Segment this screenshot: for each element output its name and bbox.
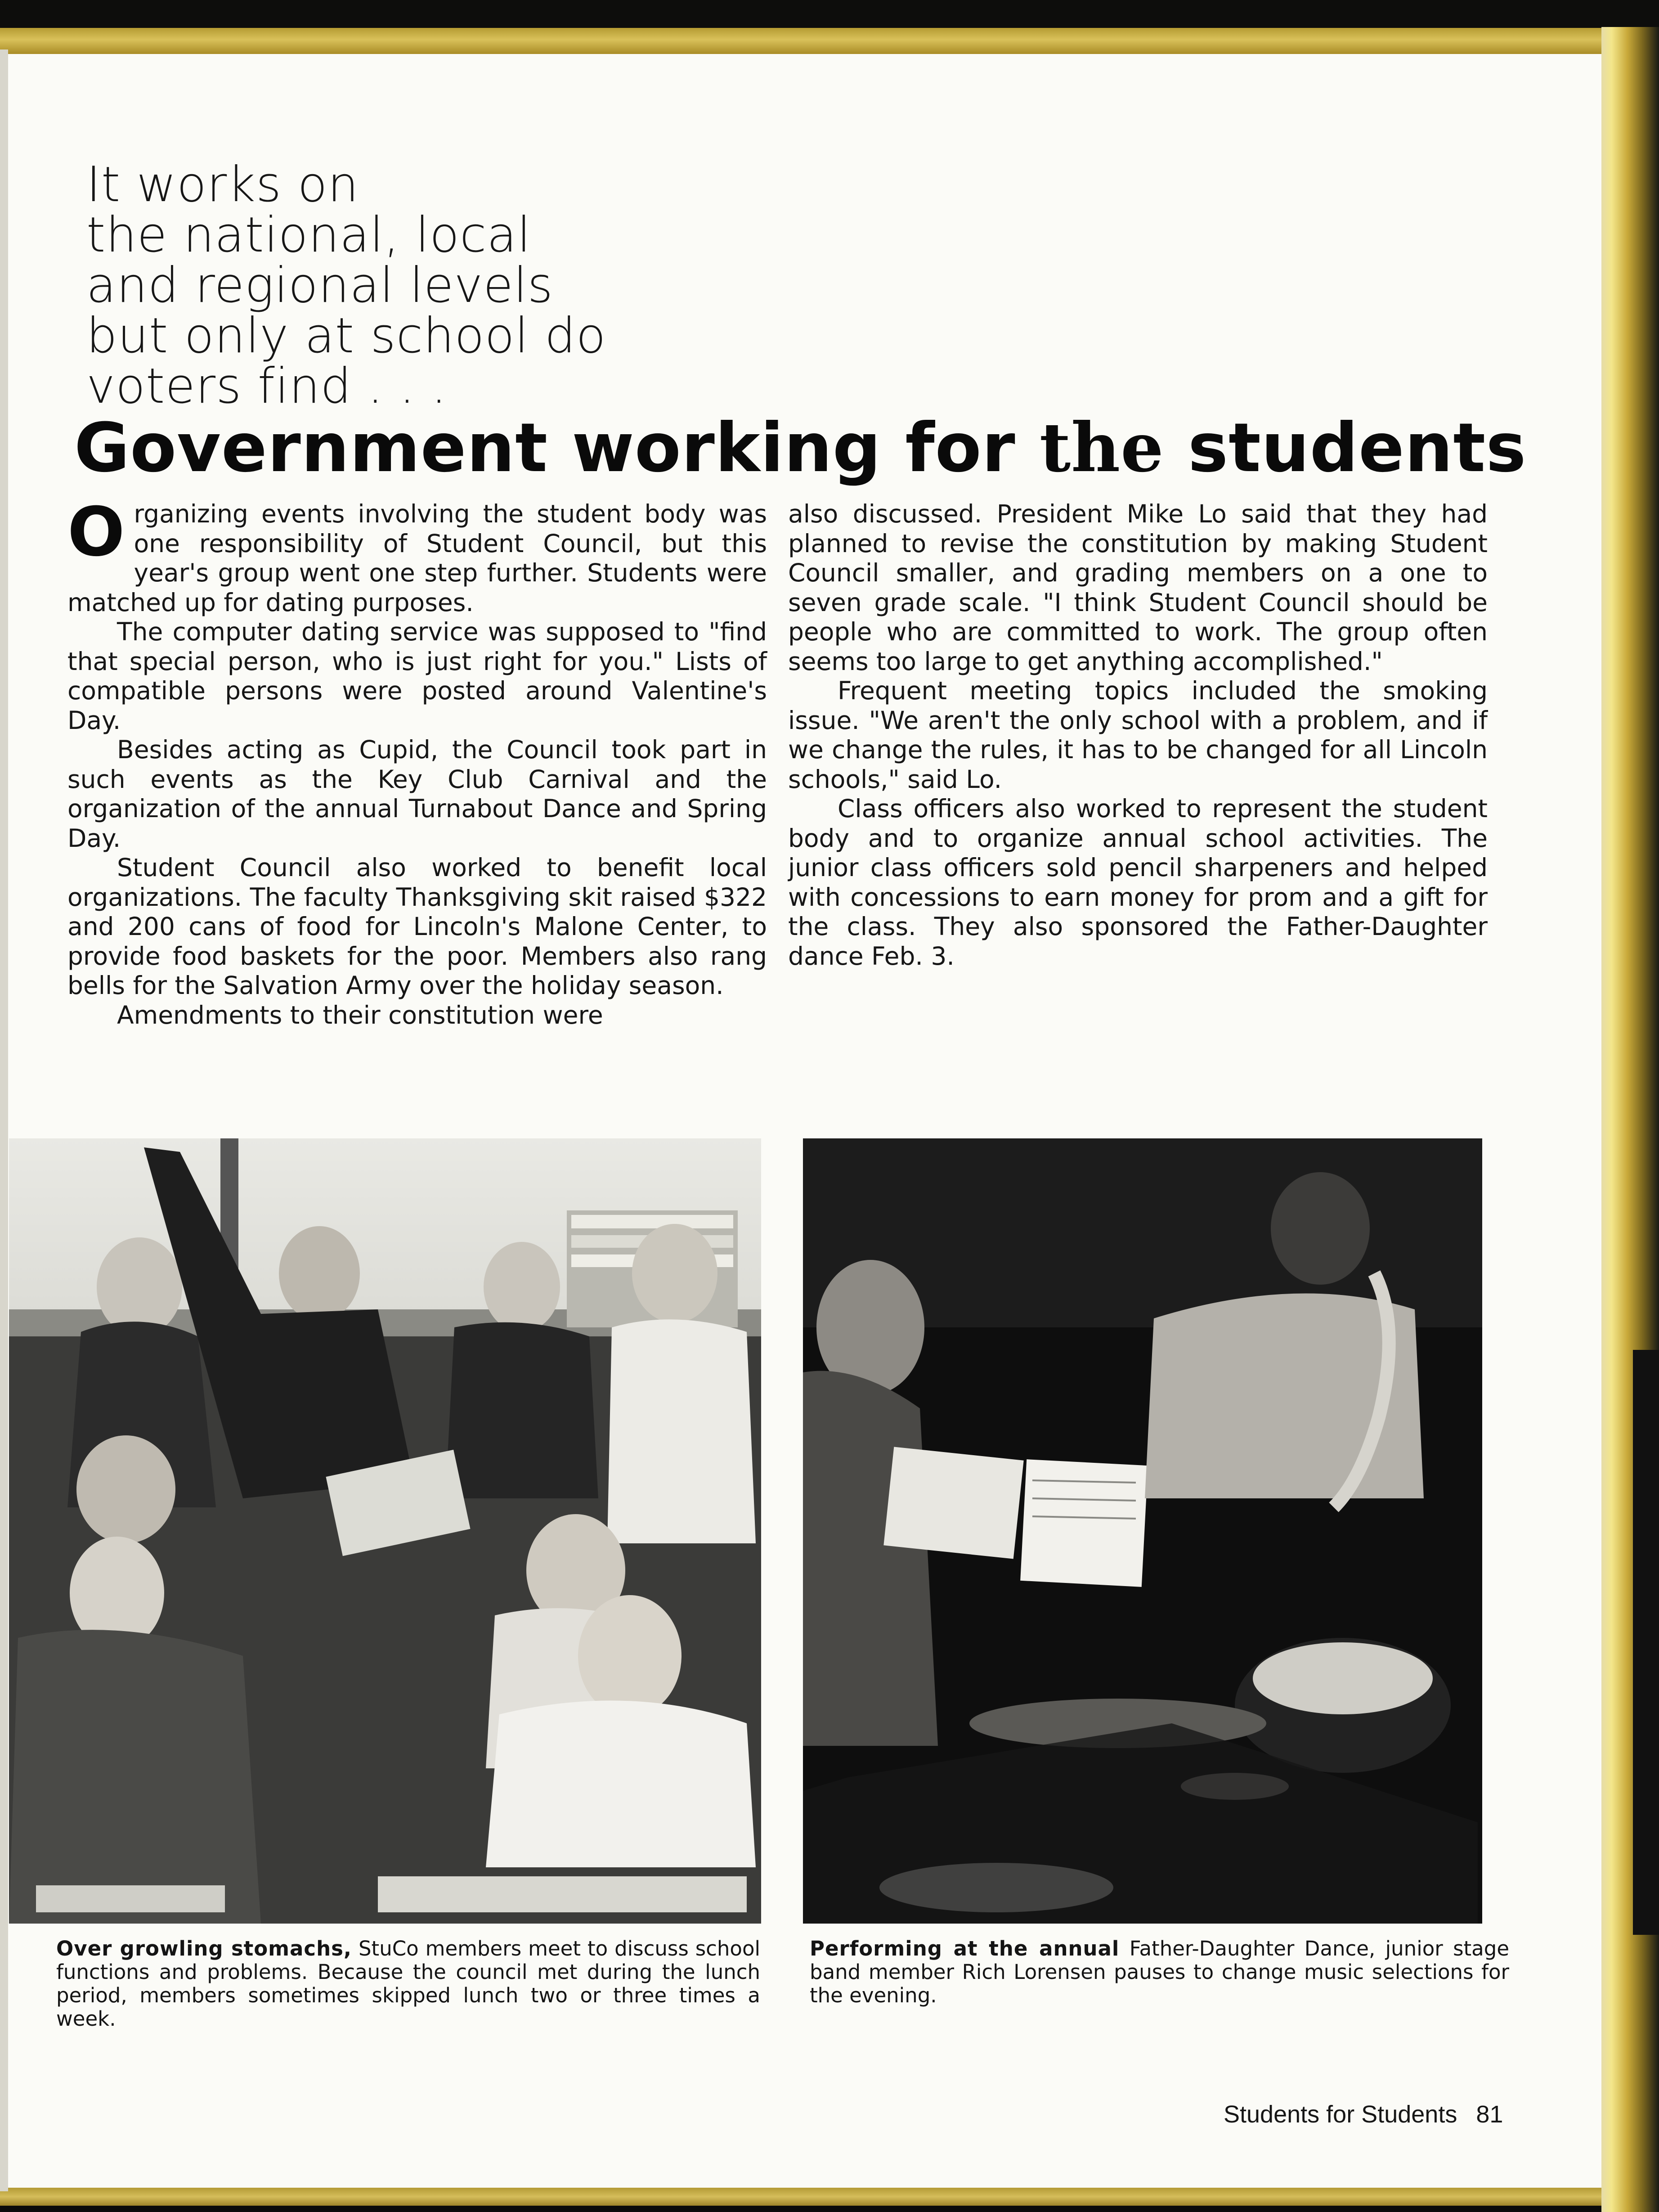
- headline-part-2: the: [1039, 408, 1164, 487]
- page-number: 81: [1476, 2101, 1503, 2128]
- paragraph-text: rganizing events involving the student body was one responsibility of Student Council, but this year's group went one step further. Students were matched up for dating purposes.: [67, 499, 767, 617]
- scan-top-border: [0, 0, 1659, 31]
- headline-part-1: Government working for: [74, 409, 1040, 487]
- headline-part-3: students: [1164, 409, 1527, 487]
- drop-cap: O: [67, 493, 125, 571]
- article-paragraph: Class officers also worked to represent the student body and to organize annual school activities. The junior class officers sold pencil sharpeners and helped with concessions to earn money for prom and a gift for the class. They also sponsored the Father-Daughter dance Feb. 3.: [788, 794, 1488, 971]
- photo-stage-band-performance: [803, 1138, 1482, 1924]
- page-left-edge: [0, 49, 8, 2191]
- article-paragraph: Besides acting as Cupid, the Council took part in such events as the Key Club Carnival and the organization of the annual Turnabout Dance and Spring Day.: [67, 735, 767, 853]
- article-column-left: [67, 493, 767, 1030]
- intro-line: the national, local: [86, 207, 531, 263]
- page-folio: [1224, 2100, 1503, 2128]
- gold-binding-top: [0, 28, 1619, 54]
- article-paragraph: Student Council also worked to benefit local organizations. The faculty Thanksgiving skit raised $322 and 200 cans of food for Lincoln's Malone Center, to provide food baskets for the poor. Members also rang bells for the Salvation Army over the holiday season.: [67, 853, 767, 1000]
- article-paragraph: [67, 493, 767, 617]
- caption-lead: Over growling stomachs,: [56, 1937, 352, 1960]
- intro-line: and regional levels: [86, 257, 553, 314]
- article-paragraph: also discussed. President Mike Lo said that they had planned to revise the constitution by making Student Council smaller, and grading members on a one to seven grade scale. "I think Student Council should be people who are committed to work. The group often seems too large to get anything accomplished.": [788, 499, 1488, 676]
- article-paragraph: The computer dating service was supposed to "find that special person, who is just right for you." Lists of compatible persons were posted around Valentine's Day.: [67, 617, 767, 735]
- caption-left: [56, 1937, 760, 2031]
- caption-text: Father-Daughter Dance, junior stage band member Rich Lorensen pauses to change music selections for the evening.: [810, 1937, 1510, 2007]
- article-paragraph: Amendments to their constitution were: [117, 1000, 603, 1030]
- intro-line: but only at school do: [86, 308, 606, 364]
- intro-kicker: [86, 157, 761, 414]
- gold-binding-bottom: [0, 2188, 1619, 2206]
- article-column-right: [788, 499, 1488, 971]
- intro-line: voters find . . .: [86, 358, 447, 414]
- photo-illustration: [803, 1138, 1482, 1924]
- folio-section: Students for Students: [1224, 2101, 1457, 2128]
- article-paragraph: Frequent meeting topics included the smoking issue. "We aren't the only school with a problem, and if we change the rules, it has to be changed for all Lincoln schools," said Lo.: [788, 676, 1488, 794]
- caption-text: StuCo members meet to discuss school functions and problems. Because the council met during the lunch period, members sometimes skipped lunch two or three times a week.: [56, 1937, 760, 2031]
- headline: [74, 407, 1577, 489]
- book-spine-shadow: [1633, 1350, 1659, 1935]
- photo-illustration: [9, 1138, 761, 1924]
- caption-lead: Performing at the annual: [810, 1937, 1120, 1960]
- photo-student-council-meeting: [9, 1138, 761, 1924]
- intro-line: It works on: [86, 157, 359, 213]
- caption-right: [810, 1937, 1509, 2007]
